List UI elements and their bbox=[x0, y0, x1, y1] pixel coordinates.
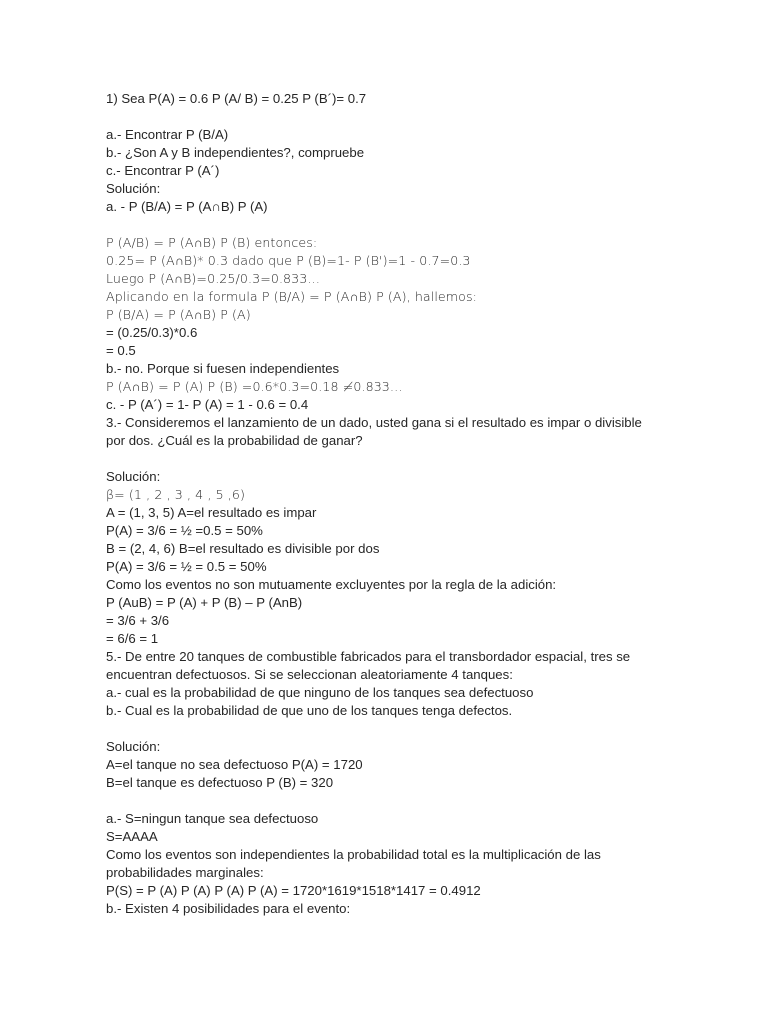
blank-line bbox=[106, 720, 666, 738]
problem-1-part-a: a.- Encontrar P (B/A) bbox=[106, 127, 229, 142]
solution-1-b: b.- no. Porque si fuesen independientes bbox=[106, 361, 340, 376]
problem-3-statement: por dos. ¿Cuál es la probabilidad de ganar? bbox=[106, 433, 363, 448]
solution-3-line: P(A) = 3/6 = ½ = 0.5 = 50% bbox=[106, 559, 267, 574]
solution-3-line: β= (1 , 2 , 3 , 4 , 5 ,6) bbox=[106, 487, 246, 502]
solution-5-line: S=AAAA bbox=[106, 829, 158, 844]
solution-3-line: A = (1, 3, 5) A=el resultado es impar bbox=[106, 505, 317, 520]
problem-3-statement: 3.- Consideremos el lanzamiento de un dado, usted gana si el resultado es impar o divisible bbox=[106, 415, 642, 430]
solution-5-line: probabilidades marginales: bbox=[106, 865, 264, 880]
solution-1-line: P (A/B) = P (A∩B) P (B) entonces: bbox=[106, 235, 318, 250]
problem-5-part-a: a.- cual es la probabilidad de que ninguno de los tanques sea defectuoso bbox=[106, 685, 534, 700]
problem-5-part-b: b.- Cual es la probabilidad de que uno de los tanques tenga defectos. bbox=[106, 703, 513, 718]
problem-1-statement: 1) Sea P(A) = 0.6 P (A/ B) = 0.25 P (B´)= 0.7 bbox=[106, 91, 367, 106]
solution-5-line: A=el tanque no sea defectuoso P(A) = 1720 bbox=[106, 757, 363, 772]
solution-1-line: Luego P (A∩B)=0.25/0.3=0.833… bbox=[106, 271, 321, 286]
solution-3-line: B = (2, 4, 6) B=el resultado es divisible por dos bbox=[106, 541, 380, 556]
solution-5-line: Como los eventos son independientes la probabilidad total es la multiplicación de las bbox=[106, 847, 601, 862]
blank-line bbox=[106, 108, 666, 126]
solution-1-c: c. - P (A´) = 1- P (A) = 1 - 0.6 = 0.4 bbox=[106, 397, 309, 412]
blank-line bbox=[106, 216, 666, 234]
blank-line bbox=[106, 450, 666, 468]
solution-5-line: P(S) = P (A) P (A) P (A) P (A) = 1720*1619*1518*1417 = 0.4912 bbox=[106, 883, 481, 898]
solution-1-line: 0.25= P (A∩B)* 0.3 dado que P (B)=1- P (B')=1 - 0.7=0.3 bbox=[106, 253, 471, 268]
solution-3-line: = 6/6 = 1 bbox=[106, 631, 159, 646]
document-body bbox=[106, 90, 666, 918]
solution-3-line: = 3/6 + 3/6 bbox=[106, 613, 170, 628]
problem-1-part-b: b.- ¿Son A y B independientes?, compruebe bbox=[106, 145, 365, 160]
solution-heading: Solución: bbox=[106, 739, 161, 754]
problem-1-part-c: c.- Encontrar P (A´) bbox=[106, 163, 220, 178]
solution-heading: Solución: bbox=[106, 181, 161, 196]
blank-line bbox=[106, 792, 666, 810]
problem-5-statement: 5.- De entre 20 tanques de combustible fabricados para el transbordador espacial, tres se bbox=[106, 649, 631, 664]
solution-1-a: a. - P (B/A) = P (A∩B) P (A) bbox=[106, 199, 268, 214]
solution-1-line: = 0.5 bbox=[106, 343, 136, 358]
solution-5-line: B=el tanque es defectuoso P (B) = 320 bbox=[106, 775, 334, 790]
solution-5-a: a.- S=ningun tanque sea defectuoso bbox=[106, 811, 319, 826]
solution-1-line: = (0.25/0.3)*0.6 bbox=[106, 325, 198, 340]
solution-3-line: P (AuB) = P (A) + P (B) – P (AnB) bbox=[106, 595, 303, 610]
solution-3-line: P(A) = 3/6 = ½ =0.5 = 50% bbox=[106, 523, 263, 538]
solution-heading: Solución: bbox=[106, 469, 161, 484]
solution-3-line: Como los eventos no son mutuamente excluyentes por la regla de la adición: bbox=[106, 577, 557, 592]
solution-1-line: P (A∩B) = P (A) P (B) =0.6*0.3=0.18 ≠0.833… bbox=[106, 379, 403, 394]
solution-1-line: P (B/A) = P (A∩B) P (A) bbox=[106, 307, 251, 322]
solution-1-line: Aplicando en la formula P (B/A) = P (A∩B) P (A), hallemos: bbox=[106, 289, 477, 304]
problem-5-statement: encuentran defectuosos. Si se seleccionan aleatoriamente 4 tanques: bbox=[106, 667, 513, 682]
solution-5-b: b.- Existen 4 posibilidades para el evento: bbox=[106, 901, 351, 916]
